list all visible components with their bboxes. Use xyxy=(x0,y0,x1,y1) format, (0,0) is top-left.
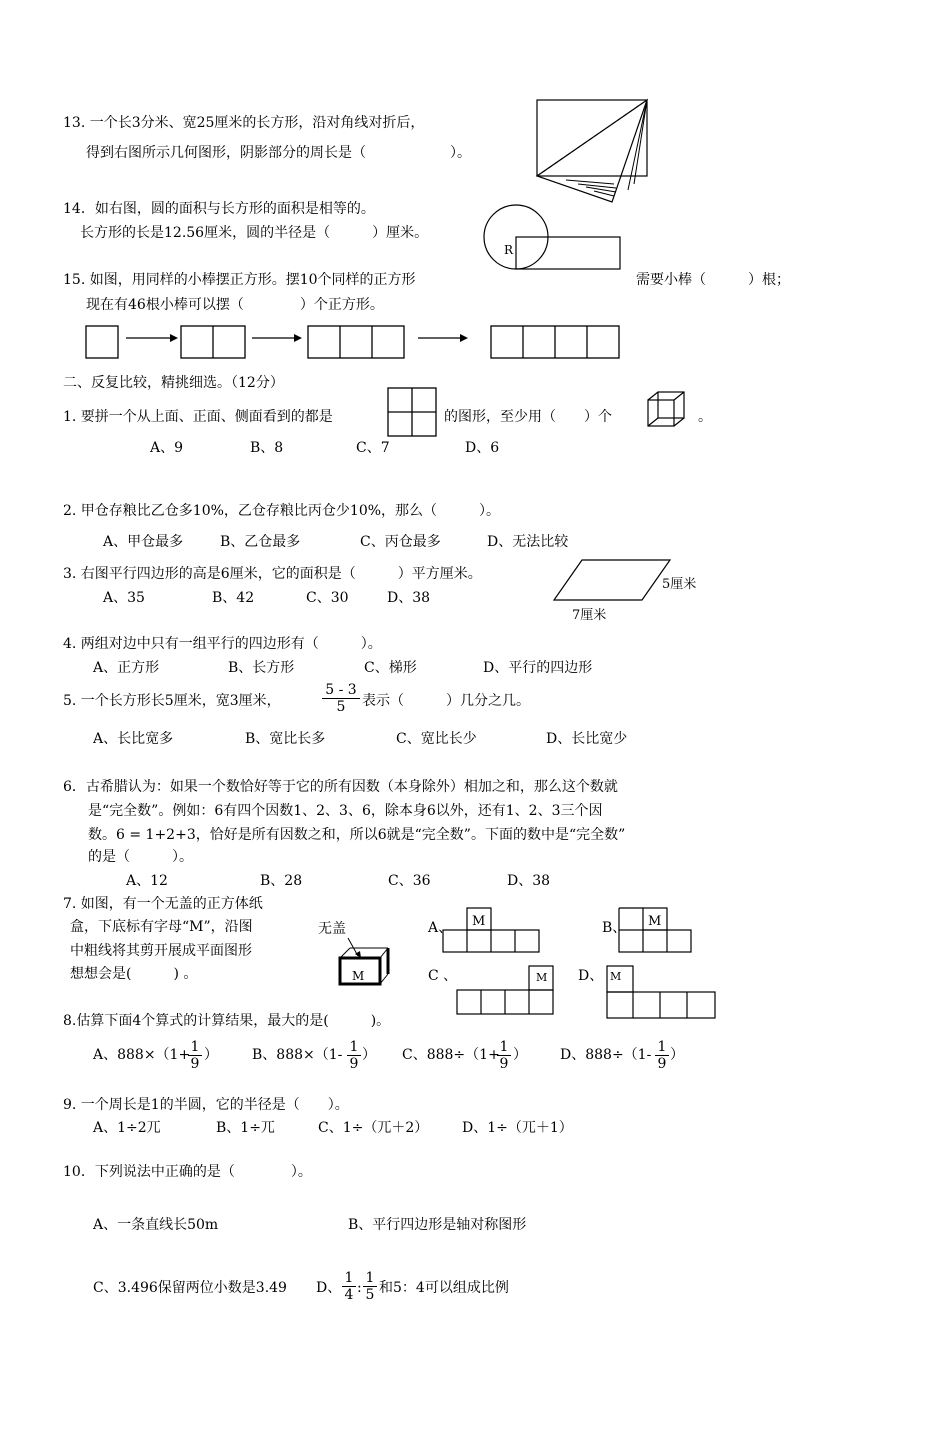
s6-opt-a: A、12 xyxy=(126,873,168,889)
s6-line4: 的是（ ）。 xyxy=(88,849,193,865)
s9-opt-a: A、1÷2兀 xyxy=(93,1120,161,1136)
s7-net-a xyxy=(442,906,542,956)
s5-opt-c: C、宽比长少 xyxy=(396,731,477,747)
s2-opt-d: D、无法比较 xyxy=(487,534,569,550)
s3-opt-a: A、35 xyxy=(103,590,145,606)
s8-opt-b-close: ） xyxy=(362,1047,376,1063)
q15-line1b: 需要小棒（ ）根； xyxy=(636,272,790,288)
box-letter: M xyxy=(352,969,365,983)
s8-d-den: 9 xyxy=(655,1055,669,1072)
s7-opt-c-label: C 、 xyxy=(428,968,458,984)
net-c-letter: M xyxy=(536,971,548,984)
s2-opt-b: B、乙仓最多 xyxy=(220,534,301,550)
s8-opt-a-frac xyxy=(188,1039,202,1072)
s7-line2: 盒，下底标有字母“M”，沿图 xyxy=(70,919,253,935)
s8-a-den: 9 xyxy=(188,1055,202,1072)
s7-net-b xyxy=(618,906,698,956)
s1-stem-a: 1. 要拼一个从上面、正面、侧面看到的都是 xyxy=(63,409,333,425)
s1-opt-b: B、8 xyxy=(250,440,284,456)
s7-lid-label: 无盖 xyxy=(318,921,346,937)
parallelogram-figure xyxy=(552,558,674,604)
folded-rectangle-figure xyxy=(536,98,654,206)
s7-opt-d-label: D、 xyxy=(578,968,604,984)
s8-b-den: 9 xyxy=(347,1055,361,1072)
s8-opt-b-frac xyxy=(347,1039,361,1072)
s7-line3: 中粗线将其剪开展成平面图形 xyxy=(70,943,252,959)
s8-c-den: 9 xyxy=(497,1055,511,1072)
s6-line3: 数。6 = 1+2+3，恰好是所有因数之和，所以6就是“完全数”。下面的数中是“完全数” xyxy=(88,827,626,843)
s10-f2-num: 1 xyxy=(365,1270,375,1286)
s10-colon: : xyxy=(357,1280,362,1296)
s9-stem: 9. 一个周长是1的半圆，它的半径是（ ）。 xyxy=(63,1097,349,1113)
s6-line2: 是“完全数”。例如：6有四个因数1、2、3、6，除本身6以外，还有1、2、3三个因 xyxy=(88,803,603,819)
s7-line4: 想想会是( ) 。 xyxy=(70,966,198,982)
s7-line1: 7. 如图，有一个无盖的正方体纸 xyxy=(63,896,263,912)
s10-opt-a: A、一条直线长50m xyxy=(93,1217,219,1233)
s3-opt-d: D、38 xyxy=(387,590,431,606)
s7-net-d xyxy=(605,964,719,1020)
s3-base-label: 7厘米 xyxy=(572,608,607,623)
s8-opt-d-close: ） xyxy=(670,1047,684,1063)
s1-stem-b: 的图形，至少用（ ）个 xyxy=(444,409,612,425)
stick-squares-sequence xyxy=(84,322,624,362)
s6-opt-d: D、38 xyxy=(507,873,551,889)
net-d-letter: M xyxy=(610,970,622,983)
s5-fraction xyxy=(322,682,360,715)
s8-opt-d-pre: D、888÷（1- xyxy=(560,1047,652,1063)
q13-line2: 得到右图所示几何图形，阴影部分的周长是（ ）。 xyxy=(86,145,471,161)
s5-stem-a: 5. 一个长方形长5厘米，宽3厘米， xyxy=(63,693,281,709)
s5-opt-d: D、长比宽少 xyxy=(546,731,628,747)
s4-stem: 4. 两组对边中只有一组平行的四边形有（ ）。 xyxy=(63,636,382,652)
s3-stem: 3. 右图平行四边形的高是6厘米，它的面积是（ ）平方厘米。 xyxy=(63,566,482,582)
section2-title: 二、反复比较，精挑细选。（12分） xyxy=(63,375,284,391)
q15-line1a: 15. 如图，用同样的小棒摆正方形。摆10个同样的正方形 xyxy=(63,272,416,288)
s2-stem: 2. 甲仓存粮比乙仓多10%，乙仓存粮比丙仓少10%，那么（ ）。 xyxy=(63,503,501,519)
s5-opt-b: B、宽比长多 xyxy=(245,731,326,747)
open-box-figure xyxy=(334,936,394,988)
s10-opt-c: C、3.496保留两位小数是3.49 xyxy=(93,1280,287,1296)
s10-opt-b: B、平行四边形是轴对称图形 xyxy=(348,1217,527,1233)
s6-opt-b: B、28 xyxy=(260,873,303,889)
s3-opt-b: B、42 xyxy=(212,590,255,606)
s10-frac-1 xyxy=(342,1270,356,1303)
s1-stem-c: 。 xyxy=(698,409,712,425)
circle-rectangle-figure xyxy=(482,204,624,274)
s4-opt-b: B、长方形 xyxy=(228,660,295,676)
net-a-letter: M xyxy=(472,914,486,929)
s10-opt-d-pre: D、 xyxy=(316,1280,342,1296)
s10-f2-den: 5 xyxy=(363,1286,377,1303)
q14-line1: 14．如右图，圆的面积与长方形的面积是相等的。 xyxy=(63,201,375,217)
s9-opt-d: D、1÷（兀＋1） xyxy=(462,1120,573,1136)
s8-stem: 8.估算下面4个算式的计算结果，最大的是( )。 xyxy=(63,1013,391,1029)
s10-frac-2 xyxy=(363,1270,377,1303)
q13-line1: 13. 一个长3分米、宽25厘米的长方形，沿对角线对折后， xyxy=(63,115,425,131)
cube-icon xyxy=(646,390,688,428)
s8-opt-a-pre: A、888×（1+ xyxy=(93,1047,191,1063)
s3-opt-c: C、30 xyxy=(306,590,349,606)
net-b-letter: M xyxy=(648,914,662,929)
s5-frac-den: 5 xyxy=(322,698,360,715)
s1-opt-c: C、7 xyxy=(356,440,390,456)
s8-d-num: 1 xyxy=(657,1039,667,1055)
s9-opt-b: B、1÷兀 xyxy=(216,1120,275,1136)
s8-b-num: 1 xyxy=(349,1039,359,1055)
s10-opt-d-post: 和5：4可以组成比例 xyxy=(379,1280,509,1296)
s8-opt-c-frac xyxy=(497,1039,511,1072)
s4-opt-a: A、正方形 xyxy=(93,660,160,676)
s8-opt-a-close: ） xyxy=(204,1047,218,1063)
s7-opt-b-label: B、 xyxy=(602,920,627,936)
s7-net-c xyxy=(456,964,556,1016)
s8-opt-d-frac xyxy=(655,1039,669,1072)
s6-opt-c: C、36 xyxy=(388,873,431,889)
q15-line2: 现在有46根小棒可以摆（ ）个正方形。 xyxy=(86,297,384,313)
s8-opt-c-close: ） xyxy=(513,1047,527,1063)
s7-opt-a-label: A、 xyxy=(428,920,453,936)
s8-a-num: 1 xyxy=(190,1039,200,1055)
s10-f1-num: 1 xyxy=(344,1270,354,1286)
s5-frac-num: 5 - 3 xyxy=(325,682,357,698)
s4-opt-c: C、梯形 xyxy=(364,660,417,676)
four-square-view-icon xyxy=(386,386,438,438)
q14-line2: 长方形的长是12.56厘米，圆的半径是（ ）厘米。 xyxy=(80,225,429,241)
s2-opt-a: A、甲仓最多 xyxy=(103,534,184,550)
radius-label: R xyxy=(504,243,514,257)
s10-f1-den: 4 xyxy=(342,1286,356,1303)
s1-opt-a: A、9 xyxy=(150,440,184,456)
s2-opt-c: C、丙仓最多 xyxy=(360,534,441,550)
s5-opt-a: A、长比宽多 xyxy=(93,731,174,747)
s8-opt-c-pre: C、888÷（1+ xyxy=(402,1047,500,1063)
s8-opt-b-pre: B、888×（1- xyxy=(252,1047,343,1063)
s6-line1: 6．古希腊认为：如果一个数恰好等于它的所有因数（本身除外）相加之和，那么这个数就 xyxy=(63,779,618,795)
s5-stem-b: 表示（ ）几分之几。 xyxy=(362,693,530,709)
s9-opt-c: C、1÷（兀＋2） xyxy=(318,1120,429,1136)
s10-stem: 10．下列说法中正确的是（ ）。 xyxy=(63,1164,312,1180)
s4-opt-d: D、平行的四边形 xyxy=(483,660,593,676)
s3-side-label: 5厘米 xyxy=(662,577,697,592)
s1-opt-d: D、6 xyxy=(465,440,500,456)
s8-c-num: 1 xyxy=(499,1039,509,1055)
